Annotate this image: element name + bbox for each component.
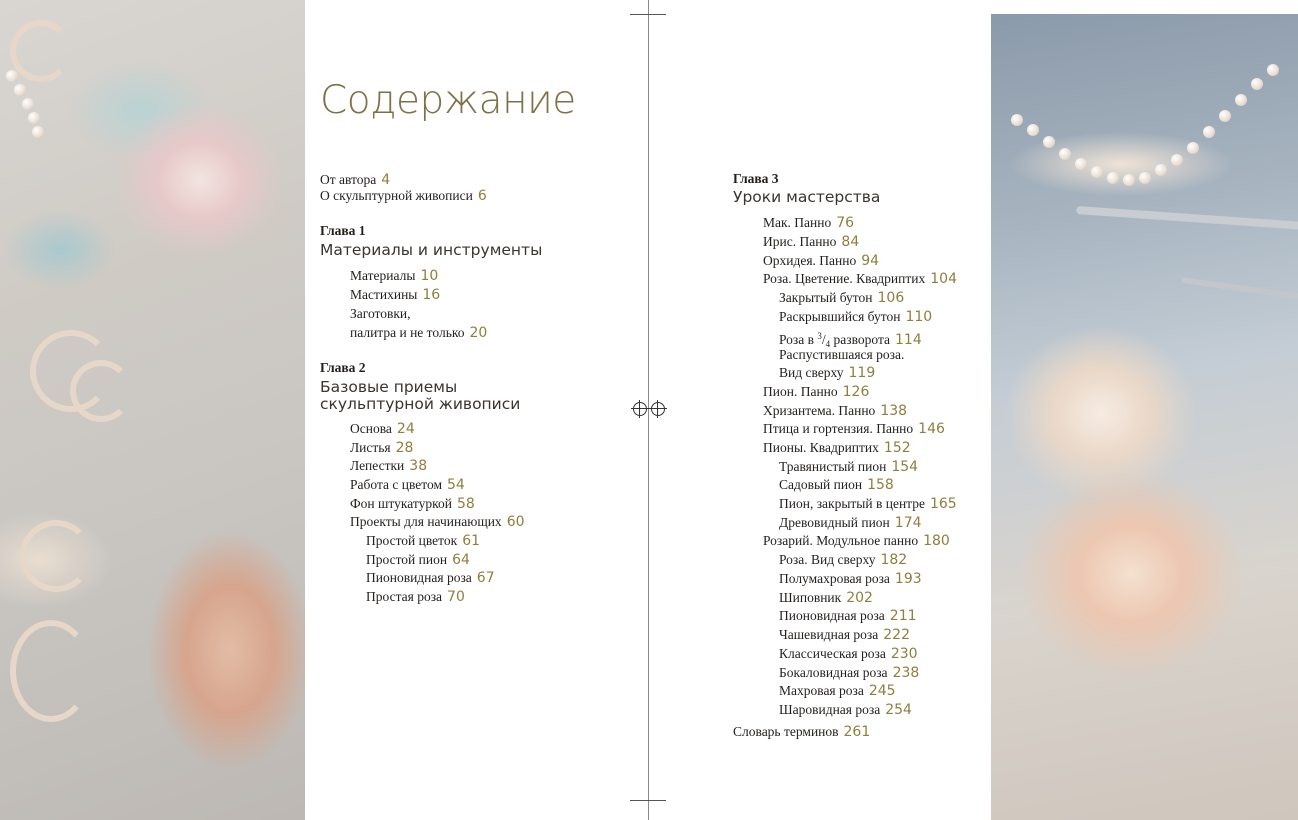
page-number: 10 (420, 268, 439, 284)
entry-label: Шиповник (779, 590, 842, 605)
entry-label: Работа с цветом (350, 477, 443, 492)
page-number: 158 (867, 477, 894, 493)
toc-entry (366, 570, 495, 586)
toc-entry (779, 459, 918, 475)
page-title: Содержание (320, 78, 576, 123)
page-number: 84 (841, 234, 860, 250)
pearl (1075, 158, 1087, 170)
page-number: 110 (905, 309, 933, 325)
pearl (1139, 172, 1151, 184)
pearl (22, 98, 34, 110)
toc-entry (779, 571, 922, 587)
chapter-name: Уроки мастерства (733, 188, 881, 206)
palette-knife (1181, 277, 1298, 301)
pearl (1187, 142, 1199, 154)
chapter-name: Материалы и инструменты (320, 241, 543, 259)
toc-entry (350, 514, 525, 530)
toc-entry: Роза в $^3/_4$ разворота 114 (779, 331, 922, 349)
entry-label: Ирис. Панно (763, 234, 837, 249)
toc-entry (350, 287, 440, 303)
page-number: 152 (883, 440, 911, 456)
page-number: 28 (395, 440, 414, 456)
pearl (6, 70, 18, 82)
page-number: 126 (842, 384, 870, 400)
decor-swirl (10, 20, 72, 82)
pearl (1219, 110, 1231, 122)
entry-label: Чашевидная роза (779, 627, 879, 642)
entry-label: Пионы. Квадриптих (763, 440, 879, 455)
toc-entry (779, 290, 904, 306)
pearl (1267, 64, 1279, 76)
toc-entry (763, 271, 957, 287)
toc-entry (350, 440, 413, 456)
page-number: 4 (381, 172, 391, 188)
right-photo-sculpted-flowers (991, 14, 1298, 820)
toc-entry (350, 477, 465, 493)
pearl (1027, 124, 1039, 136)
toc-entry (350, 306, 411, 322)
toc-entry (779, 309, 932, 325)
toc-entry (779, 702, 912, 718)
entry-label: Проекты для начинающих (350, 514, 502, 529)
page-number: 24 (396, 421, 415, 437)
pearl (1011, 114, 1023, 126)
page-number: 16 (422, 287, 441, 303)
page-number: 146 (918, 421, 945, 437)
toc-entry (779, 627, 910, 643)
entry-label: Раскрывшийся бутон (779, 309, 901, 324)
page-number: 174 (894, 515, 922, 531)
toc-entry (350, 421, 415, 437)
chapter-label: Глава 3 (733, 171, 779, 186)
page-number: 61 (462, 533, 481, 549)
toc-entry (779, 665, 919, 681)
page-number: 254 (885, 702, 912, 718)
entry-label: Травянистый пион (779, 459, 887, 474)
entry-label-post: разворота (830, 332, 891, 347)
entry-label: Распустившаяся роза. (779, 347, 905, 362)
page-number: 154 (891, 459, 919, 475)
entry-label: Пионовидная роза (366, 570, 472, 585)
page-number: 70 (447, 589, 465, 605)
fraction-numerator: 3 (817, 331, 822, 341)
page-number: 180 (923, 533, 950, 549)
entry-label: Хризантема. Панно (763, 403, 876, 418)
toc-entry (779, 552, 907, 568)
chapter-label: Глава 1 (320, 223, 366, 238)
entry-label: Классическая роза (779, 646, 886, 661)
toc-entry (350, 496, 475, 512)
page-number: 106 (877, 290, 905, 306)
page-number: 165 (929, 496, 957, 512)
pearl (1155, 164, 1167, 176)
fraction-denominator: 4 (825, 339, 831, 349)
page-number: 245 (868, 683, 896, 699)
toc-entry (763, 403, 907, 419)
pearl (1059, 148, 1071, 160)
toc-entry (763, 440, 911, 456)
page-number: 119 (848, 365, 876, 381)
page-number: 230 (890, 646, 918, 662)
entry-label: Махровая роза (779, 683, 864, 698)
toc-entry (763, 234, 859, 250)
toc-entry (350, 458, 427, 474)
page-number: 222 (883, 627, 910, 643)
entry-label: Роза. Цветение. Квадриптих (763, 271, 926, 286)
page-number: 182 (880, 552, 908, 568)
toc-entry (366, 533, 480, 549)
entry-label: палитра и не только (350, 325, 465, 340)
toc-entry (350, 325, 487, 341)
toc-entry (320, 172, 390, 188)
page-number: 193 (894, 571, 922, 587)
toc-entry (779, 590, 873, 606)
entry-label: Мак. Панно (763, 215, 832, 230)
crop-mark (630, 800, 666, 801)
chapter-name-line1: Базовые приемы (320, 378, 458, 396)
page-number: 261 (843, 724, 871, 740)
page-number: 114 (895, 332, 922, 348)
page-number: 76 (836, 215, 855, 231)
entry-label: Пионовидная роза (779, 608, 885, 623)
page-number: 202 (846, 590, 873, 606)
toc-entry (779, 496, 957, 512)
entry-label: Материалы (350, 268, 416, 283)
entry-label: Фон штукатуркой (350, 496, 452, 511)
entry-label: Роза. Вид сверху (779, 552, 876, 567)
crop-mark (630, 14, 666, 15)
toc-entry (779, 608, 917, 624)
entry-label: Лепестки (350, 458, 405, 473)
pearl (32, 126, 44, 138)
entry-label: Полумахровая роза (779, 571, 890, 586)
gutter-line (648, 0, 649, 820)
toc-entry (779, 347, 904, 363)
toc-entry (763, 533, 950, 549)
chapter-label: Глава 2 (320, 360, 366, 375)
pearl (1043, 136, 1055, 148)
entry-label: Простая роза (366, 589, 443, 604)
left-photo-sculpted-flowers (0, 0, 305, 820)
entry-label: Вид сверху (779, 365, 844, 380)
page-number: 138 (880, 403, 908, 419)
toc-entry (763, 215, 854, 231)
decor-swirl (10, 620, 92, 722)
page-number: 104 (930, 271, 957, 287)
entry-label: Птица и гортензия. Панно (763, 421, 914, 436)
toc-entry (763, 384, 869, 400)
pearl (1235, 94, 1247, 106)
page-number: 6 (477, 188, 487, 204)
page-number: 67 (476, 570, 495, 586)
pearl (1091, 166, 1103, 178)
entry-label: От автора (320, 172, 377, 187)
toc-entry (779, 646, 918, 662)
entry-label: Шаровидная роза (779, 702, 881, 717)
pearl (1107, 172, 1119, 184)
entry-label: Розарий. Модульное панно (763, 533, 919, 548)
page-number: 38 (409, 458, 428, 474)
entry-label-pre: Роза в (779, 332, 818, 347)
page-number: 60 (506, 514, 525, 530)
palette-knife (1076, 206, 1298, 230)
page-number: 64 (452, 552, 470, 568)
entry-label: Пион. Панно (763, 384, 838, 399)
entry-label: Древовидный пион (779, 515, 890, 530)
entry-label: Простой цветок (366, 533, 458, 548)
entry-label: Орхидея. Панно (763, 253, 857, 268)
pearl (1123, 174, 1135, 186)
chapter-name-line2: скульптурной живописи (320, 395, 521, 413)
page-number: 54 (447, 477, 465, 493)
decor-swirl (20, 520, 92, 592)
toc-entry (779, 683, 896, 699)
registration-mark (633, 402, 647, 416)
decor-swirl (70, 360, 132, 422)
pearl (1251, 78, 1263, 90)
pearl (14, 84, 26, 96)
registration-mark (651, 402, 665, 416)
entry-label: Бокаловидная роза (779, 665, 888, 680)
toc-entry (366, 552, 470, 568)
entry-label: Словарь терминов (733, 724, 839, 739)
toc-entry (350, 268, 438, 284)
toc-entry (779, 477, 894, 493)
pearl (28, 112, 40, 124)
toc-entry (366, 589, 465, 605)
entry-label: Мастихины (350, 287, 418, 302)
toc-entry (763, 421, 945, 437)
toc-entry (779, 365, 875, 381)
toc-entry (779, 515, 922, 531)
entry-label: Листья (350, 440, 391, 455)
entry-label: Пион, закрытый в центре (779, 496, 925, 511)
page-number: 238 (892, 665, 920, 681)
toc-entry-glossary (733, 724, 870, 740)
page-number: 94 (861, 253, 880, 269)
pearl (1171, 154, 1183, 166)
toc-entry (763, 253, 879, 269)
page-number: 211 (889, 608, 917, 624)
entry-label: Основа (350, 421, 392, 436)
page-number: 20 (469, 325, 488, 341)
entry-label: Садовый пион (779, 477, 863, 492)
entry-label: Заготовки, (350, 306, 411, 321)
toc-entry (320, 188, 487, 204)
page-number: 58 (456, 496, 475, 512)
entry-label: Простой пион (366, 552, 448, 567)
pearl (1203, 126, 1215, 138)
entry-label: Закрытый бутон (779, 290, 873, 305)
entry-label: О скульптурной живописи (320, 188, 473, 203)
